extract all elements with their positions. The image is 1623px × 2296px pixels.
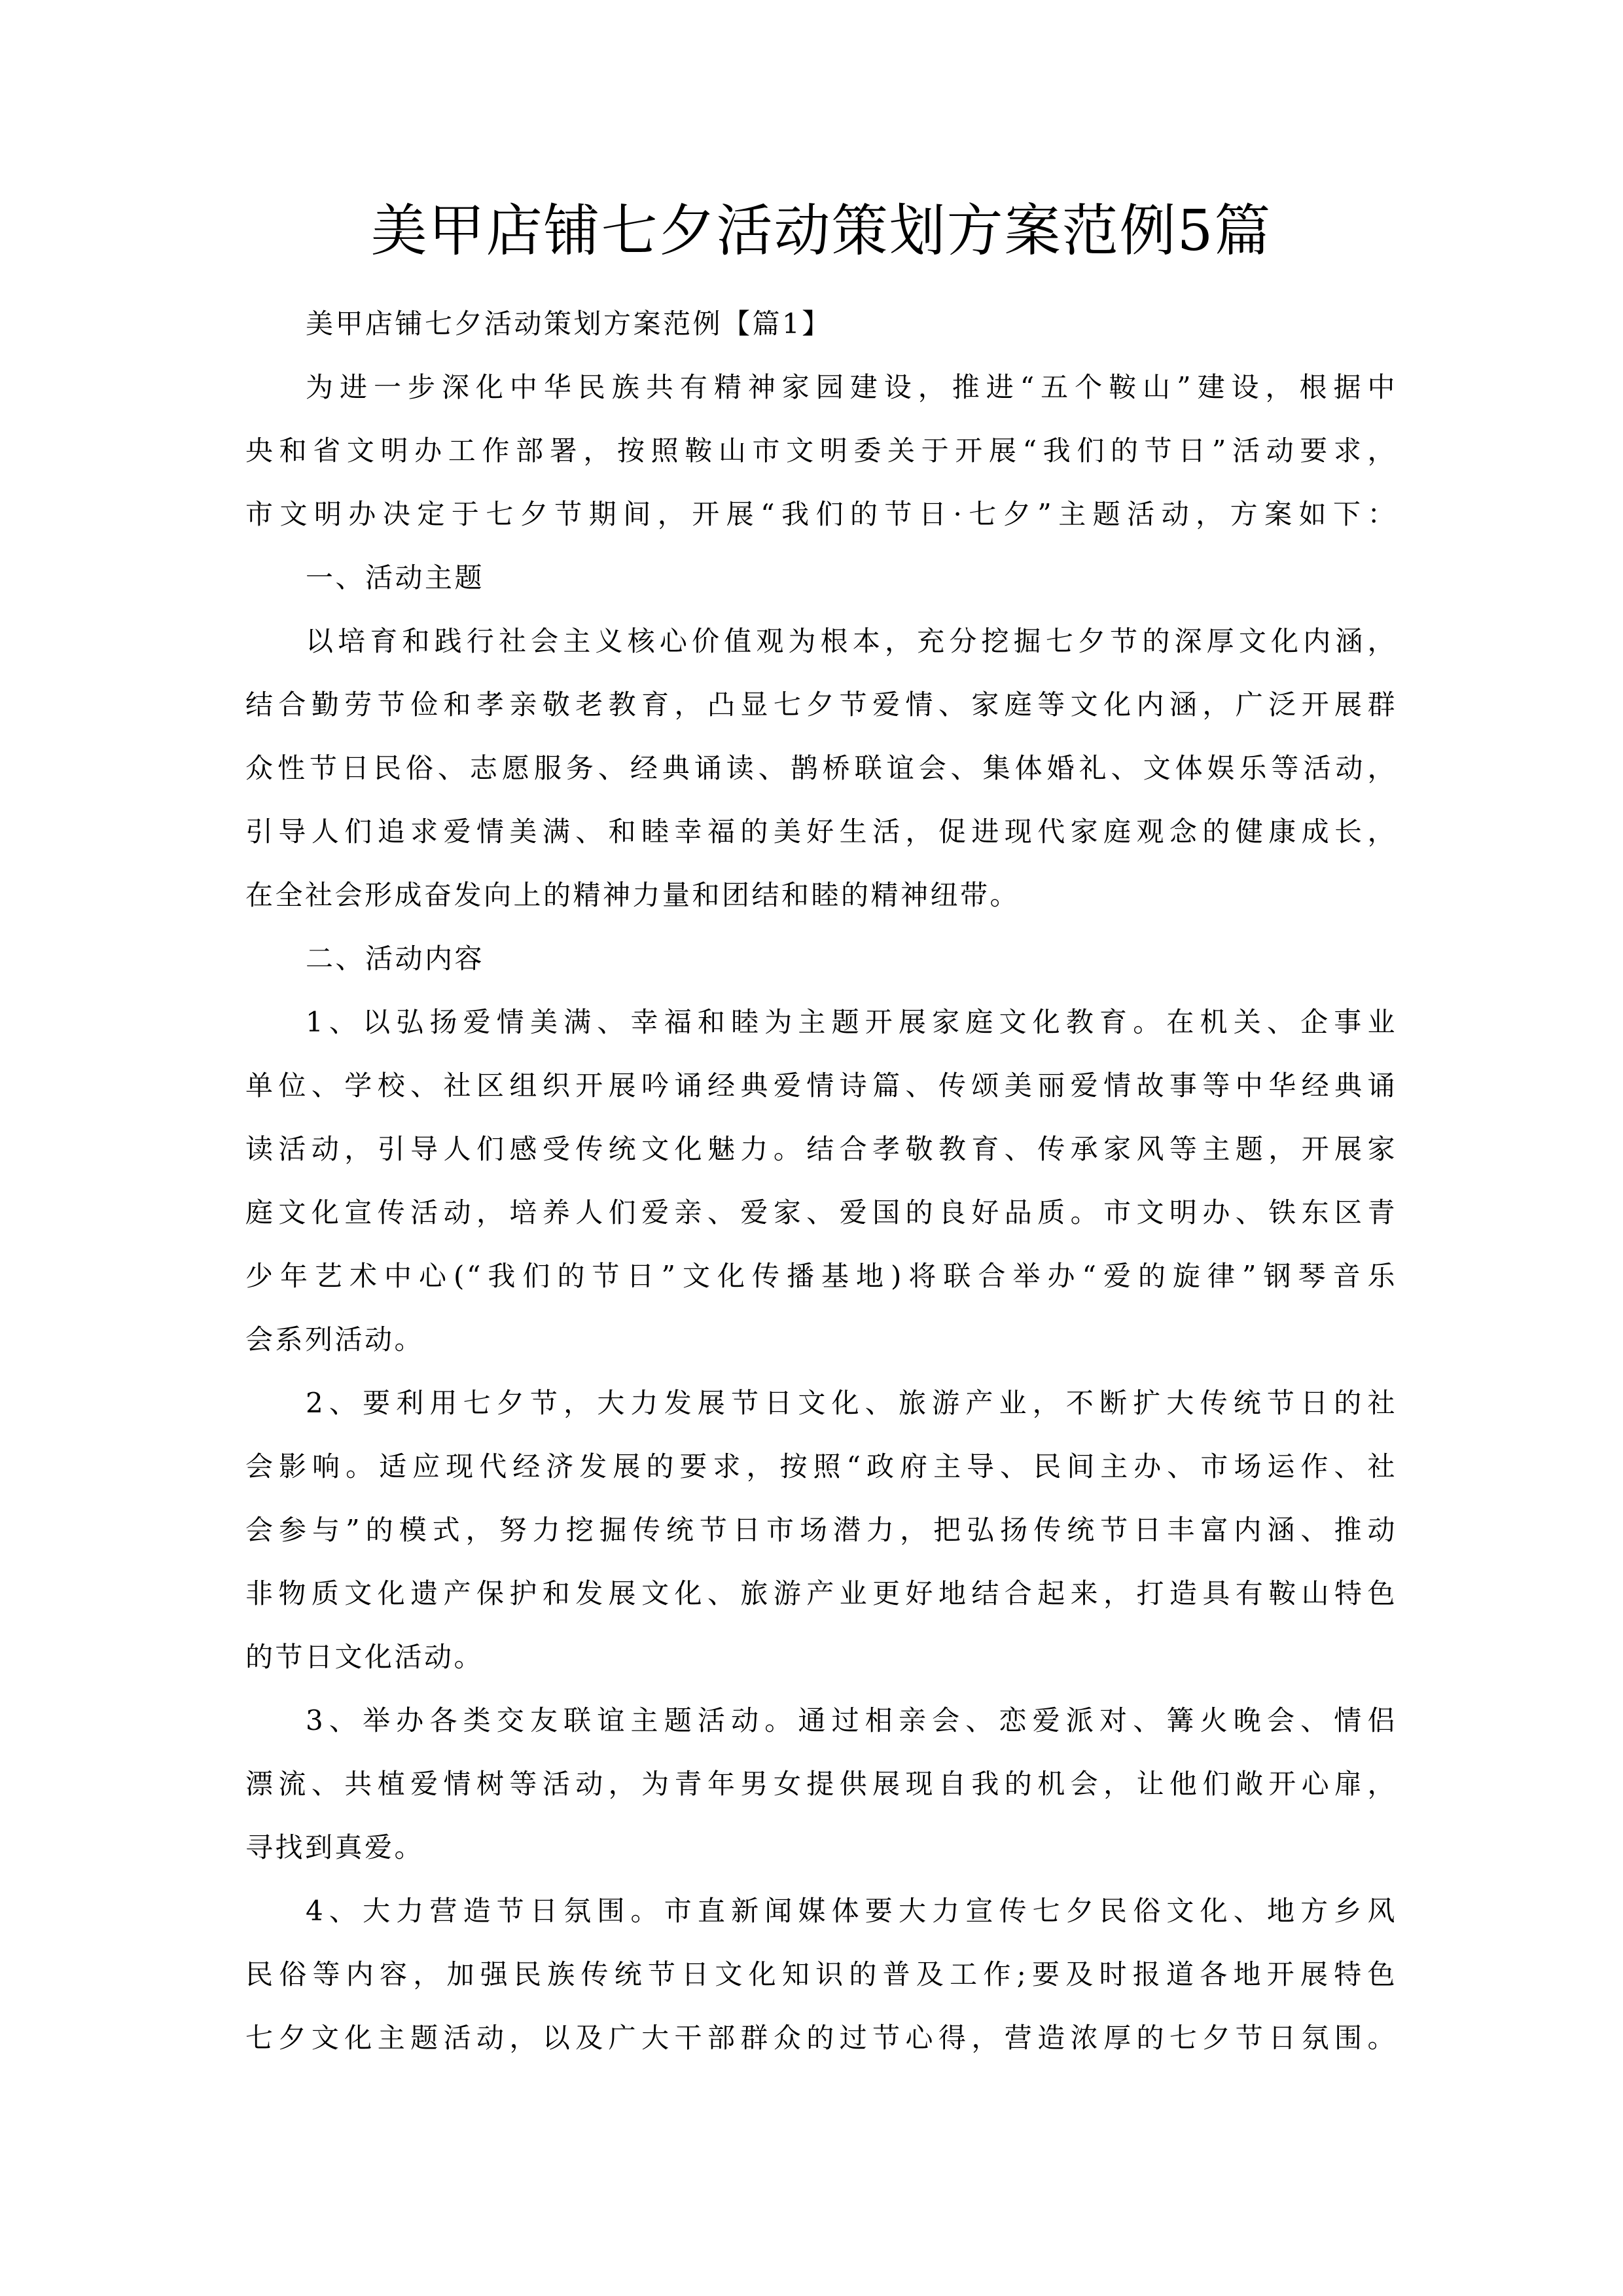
paragraph-item-4 (245, 1879, 1397, 2070)
text-line: 央和省文明办工作部署，按照鞍山市文明委关于开展“我们的节日”活动要求， (245, 435, 1397, 467)
section-subtitle: 美甲店铺七夕活动策划方案范例【篇1】 (306, 308, 832, 340)
text-line: 庭文化宣传活动，培养人们爱亲、爱家、爱国的良好品质。市文明办、铁东区青 (245, 1196, 1397, 1229)
paragraph-item-3 (245, 1689, 1397, 1879)
document-title: 美甲店铺七夕活动策划方案范例5篇 (370, 198, 1272, 264)
text-line: 单位、学校、社区组织开展吟诵经典爱情诗篇、传颂美丽爱情故事等中华经典诵 (245, 1069, 1397, 1102)
text-line: 以培育和践行社会主义核心价值观为根本，充分挖掘七夕节的深厚文化内涵， (306, 625, 1397, 657)
paragraph-theme-body (245, 609, 1397, 927)
text-line: 为进一步深化中华民族共有精神家园建设，推进“五个鞍山”建设，根据中 (306, 371, 1397, 403)
text-line: 4、大力营造节日氛围。市直新闻媒体要大力宣传七夕民俗文化、地方乡风 (306, 1895, 1397, 1927)
text-line: 的节日文化活动。 (245, 1641, 484, 1673)
text-line: 结合勤劳节俭和孝亲敬老教育，凸显七夕节爱情、家庭等文化内涵，广泛开展群 (245, 689, 1397, 721)
text-line: 1、以弘扬爱情美满、幸福和睦为主题开展家庭文化教育。在机关、企事业 (306, 1006, 1397, 1038)
text-line: 少年艺术中心(“我们的节日”文化传播基地)将联合举办“爱的旋律”钢琴音乐 (245, 1260, 1397, 1292)
text-line: 市文明办决定于七夕节期间，开展“我们的节日·七夕”主题活动，方案如下： (245, 498, 1397, 530)
heading-activity-theme: 一、活动主题 (306, 562, 485, 594)
text-line: 寻找到真爱。 (245, 1831, 425, 1863)
text-line: 会系列活动。 (245, 1323, 425, 1355)
text-line: 引导人们追求爱情美满、和睦幸福的美好生活，促进现代家庭观念的健康成长， (245, 816, 1397, 848)
text-line: 读活动，引导人们感受传统文化魅力。结合孝敬教育、传承家风等主题，开展家 (245, 1133, 1397, 1165)
paragraph-intro (245, 355, 1397, 546)
text-line: 漂流、共植爱情树等活动，为青年男女提供展现自我的机会，让他们敞开心扉， (245, 1768, 1397, 1800)
text-line: 民俗等内容，加强民族传统节日文化知识的普及工作;要及时报道各地开展特色 (245, 1958, 1397, 1990)
document-body (245, 292, 1397, 2070)
heading-activity-content: 二、活动内容 (306, 942, 485, 975)
text-line: 七夕文化主题活动，以及广大干部群众的过节心得，营造浓厚的七夕节日氛围。 (245, 2022, 1397, 2054)
text-line: 3、举办各类交友联谊主题活动。通过相亲会、恋爱派对、篝火晚会、情侣 (306, 1704, 1397, 1736)
text-line: 在全社会形成奋发向上的精神力量和团结和睦的精神纽带。 (245, 879, 1020, 911)
text-line: 非物质文化遗产保护和发展文化、旅游产业更好地结合起来，打造具有鞍山特色 (245, 1577, 1397, 1609)
paragraph-item-1 (245, 990, 1397, 1371)
text-line: 会参与”的模式，努力挖掘传统节日市场潜力，把弘扬传统节日丰富内涵、推动 (245, 1514, 1397, 1546)
text-line: 众性节日民俗、志愿服务、经典诵读、鹊桥联谊会、集体婚礼、文体娱乐等活动， (245, 752, 1397, 784)
text-line: 会影响。适应现代经济发展的要求，按照“政府主导、民间主办、市场运作、社 (245, 1450, 1397, 1482)
paragraph-item-2 (245, 1371, 1397, 1689)
text-line: 2、要利用七夕节，大力发展节日文化、旅游产业，不断扩大传统节日的社 (306, 1387, 1397, 1419)
